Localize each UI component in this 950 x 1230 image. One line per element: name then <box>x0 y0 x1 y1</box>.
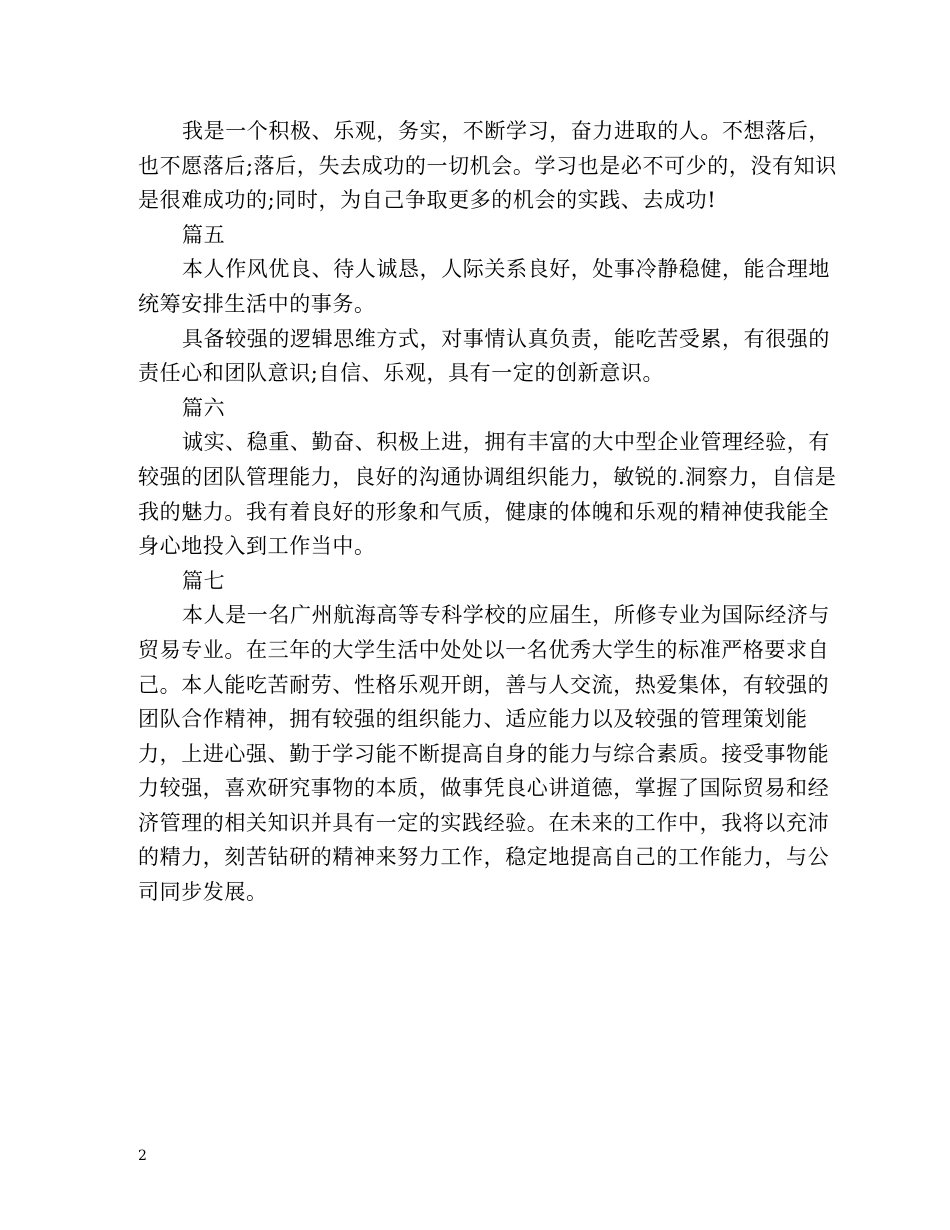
paragraph-intro: 我是一个积极、乐观，务实，不断学习，奋力进取的人。不想落后，也不愿落后;落后，失去成功的一切机会。学习也是必不可少的，没有知识是很难成功的;同时，为自己争取更多的机会的实践、去成功! <box>138 119 837 213</box>
paragraph-5-2: 具备较强的逻辑思维方式，对事情认真负责，能吃苦受累，有很强的责任心和团队意识;自信、乐观，具有一定的创新意识。 <box>138 326 830 386</box>
section-heading-7: 篇七 <box>182 568 226 593</box>
paragraph-6-1: 诚实、稳重、勤奋、积极上进，拥有丰富的大中型企业管理经验，有较强的团队管理能力，良好的沟通协调组织能力，敏锐的.洞察力，自信是我的魅力。我有着良好的形象和气质，健康的体魄和乐观的精神使我能全身心地投入到工作当中。 <box>138 430 837 559</box>
paragraph-5-1: 本人作风优良、待人诚恳，人际关系良好，处事冷静稳健，能合理地统筹安排生活中的事务。 <box>138 257 830 316</box>
paragraph-7-1: 本人是一名广州航海高等专科学校的应届生，所修专业为国际经济与贸易专业。在三年的大学生活中处处以一名优秀大学生的标准严格要求自己。本人能吃苦耐劳、性格乐观开朗，善与人交流，热爱集体，有较强的团队合作精神，拥有较强的组织能力、适应能力以及较强的管理策划能力，上进心强、勤于学习能不断提高自身的能力与综合素质。接受事物能力较强，喜欢研究事物的本质，做事凭良心讲道德，掌握了国际贸易和经济管理的相关知识并具有一定的实践经验。在未来的工作中，我将以充沛的精力，刻苦钻研的精神来努力工作，稳定地提高自己的工作能力，与公司同步发展。 <box>138 603 830 905</box>
document-body <box>138 114 838 910</box>
section-heading-6: 篇六 <box>182 395 226 420</box>
section-heading-5: 篇五 <box>182 222 226 247</box>
page-number: 2 <box>138 1148 147 1164</box>
